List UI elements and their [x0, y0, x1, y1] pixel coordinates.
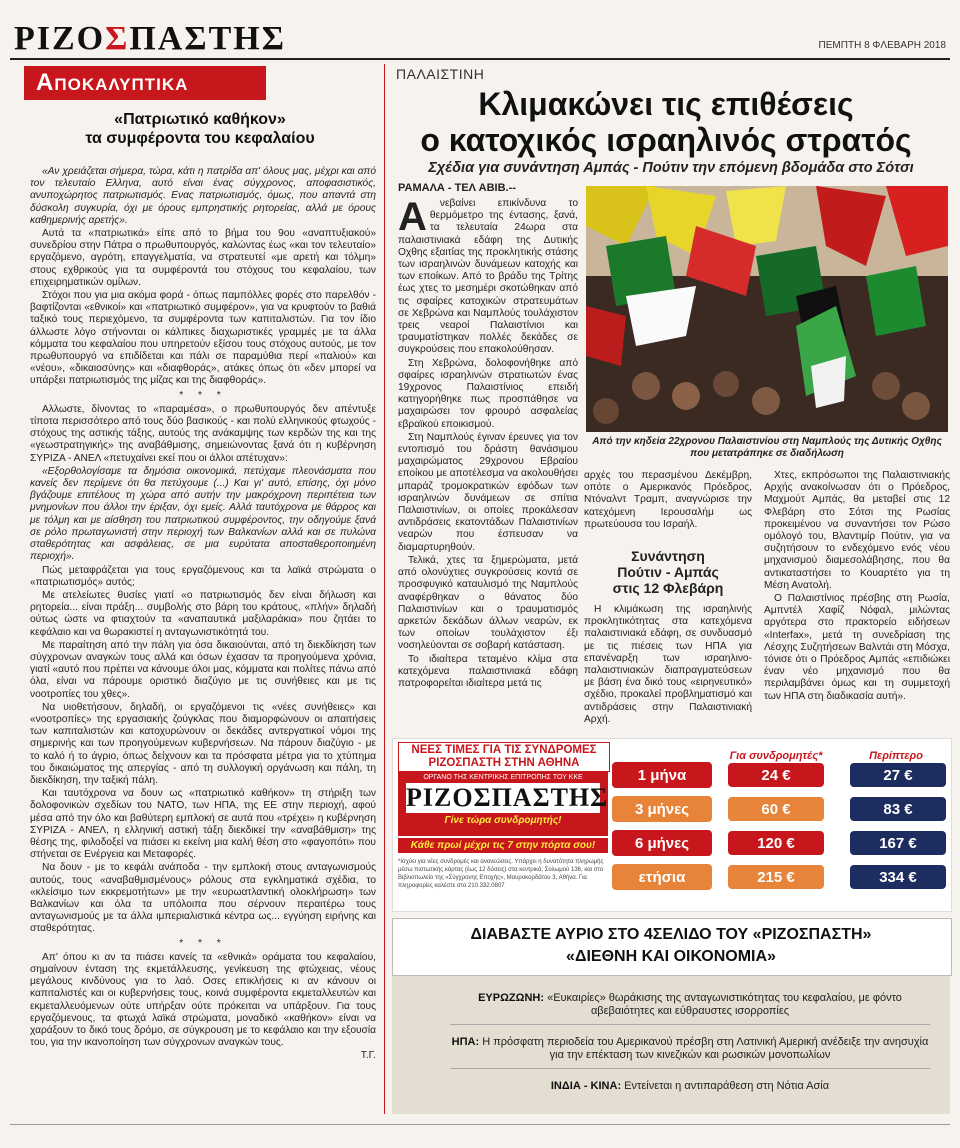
left-headline [30, 110, 370, 148]
paragraph: Το ιδιαίτερα τεταμένο κλίμα στα κατεχόμενα παλαιστινιακά εδάφη πατροφορείται ιδιαίτερα μετά τις [398, 653, 578, 689]
promo-line1: ΔΙΑΒΑΣΤΕ ΑΥΡΙΟ ΣΤΟ 4ΣΕΛΙΔΟ ΤΟΥ «ΡΙΖΟΣΠΑΣΤΗ» [470, 926, 872, 943]
promo-item-text: Εντείνεται η αντιπαράθεση στη Νότια Ασία [624, 1080, 830, 1092]
promo-item [450, 1036, 930, 1062]
paragraph: Με ατελείωτες θυσίες γιατί «ο πατριωτισμός δεν είναι δήλωση και ρητορεία... είναι πράξη... συμβολής στο βάρη του κράτους, «πλήν» δηλαδή ούτως ώστε να φτιαχτούν τα «αναπαυτικά μαξιλαράκια» που ζητάει το κεφάλαιο και να θωρακιστεί η ανταγωνιστικότητά του. [30, 589, 376, 638]
subs-price-1-month: 24 € [728, 763, 824, 787]
footer-rule [10, 1124, 950, 1125]
ad-title-line2: ΡΙΖΟΣΠΑΣΤΗ ΣΤΗΝ ΑΘΗΝΑ [428, 757, 580, 769]
ad-logo [398, 772, 608, 836]
news-photo [586, 186, 948, 432]
interheadline-line3: στις 12 Φλεβάρη [612, 580, 724, 596]
article-column-2b [584, 604, 752, 727]
promo-item [450, 1080, 930, 1093]
ad-title-line1: ΝΕΕΣ ΤΙΜΕΣ ΓΙΑ ΤΙΣ ΣΥΝΔΡΟΜΕΣ [411, 744, 597, 756]
paragraph: «Εξορθολογίσαμε τα δημόσια οικονομικά, πετύχαμε πλεονάσματα που κανείς δεν περίμενε ότι θα πετύχουμε (...) Και γι' αυτό, επίσης, όχι μόνο βγάζουμε επιτέλους τη χώρα από αυτήν την μακρόχρονη περιπέτεια των μνημονίων που άλλοι την έριξαν, όχι εμείς. Αλλά ταυτόχρονα με θάρρος και με τόλμη και με αίσθηση του πατριωτικού συμφέροντος, την οδηγούμε ξανά σε ρόλο πρωταγωνιστή στην περιοχή των Βαλκανίων αλλά και σε πυλώνα σταθερότητας και ασφάλειας, σε μια ευρύτατα αποσταθεροποιημένη περιοχή». [30, 465, 376, 563]
subs-price-annual: 215 € [728, 865, 824, 889]
photo-caption: Από την κηδεία 22χρονου Παλαιστινίου στη Ναμπλούς της Δυτικής Οχθης που μετατράπηκε σε διαδήλωση [592, 436, 942, 459]
ad-slogan: Γίνε τώρα συνδρομητής! [444, 815, 562, 826]
author-signature: Τ.Γ. [360, 1050, 376, 1062]
interheadline-line2: Πούτιν - Αμπάς [617, 564, 719, 580]
promo-divider [450, 1068, 930, 1069]
main-headline-line1: Κλιμακώνει τις επιθέσεις [478, 86, 854, 122]
ad-title [398, 742, 610, 772]
period-3-months: 3 μήνες [612, 796, 712, 822]
price-header-kiosk: Περίπτερο [869, 750, 923, 762]
section-badge: Αποκαλυπτικα [24, 66, 266, 100]
ad-delivery: Κάθε πρωί μέχρι τις 7 στην πόρτα σου! [398, 838, 608, 853]
paragraph: Αλλωστε, δίνοντας το «παραμέσα», ο πρωθυπουργός δεν απέντυξε τίποτα περισσότερο από τους δύο βασικούς - και πολύ ελληνικούς φτωχούς - στόχους της αστικής τάξης, αυτούς της ανάκαμψης των κερδών της και της «γεωστρατηγικής» της αναβάθμισης, σημειώνοντας ξανά ότι η κυβέρνηση ΣΥΡΙΖΑ - ΑΝΕΛ «πετυχαίνει εκεί που οι άλλοι απέτυχαν»: [30, 403, 376, 464]
left-headline-line1: «Πατριωτικό καθήκον» [114, 111, 286, 128]
paragraph: Πώς μεταφράζεται για τους εργαζόμενους και τα λαϊκά στρώματα ο «πατριωτισμός» αυτός; [30, 564, 376, 588]
paragraph: Στόχοι που για μια ακόμα φορά - όπως παμπόλλες φορές στο παρελθόν - βαφτίζονται «εθνικοί» και «πατριωτικό συμφέρον», για να κρυφτούν το βαθιά ταξικό τους περιεχόμενο, τα συμφέροντα των καπιταλιστών. Για τον ίδιο άλλωστε λόγο στήνονται οι κάλπικες διαχωριστικές γραμμές με τα άλλα κόμματα του κεφαλαίου που υπηρετούν εξίσου τους στόχους αυτούς, με τον πρωθυπουργό να επιδίδεται και πάλι σε παραμύθια περί «παλιού» και «νέου», «δικαιοσύνης» και «διαφθοράς», ατάκες όπως ότι «δεν μπορεί να υπάρξει πατριωτισμός της μίζας και της διαφθοράς». [30, 290, 376, 387]
dateline: ΡΑΜΑΛΑ - ΤΕΛ ΑΒΙΒ.-- [398, 182, 516, 194]
period-annual: ετήσια [612, 864, 712, 890]
paragraph: νεβαίνει επικίνδυνα το θερμόμετρο της έντασης, ξανά, τα τελευταία 24ωρα στα παλαιστινιακά εδάφη της Δυτικής Οχθης εξαιτίας της προκλητικής στάσης των ισραηλινών δυνάμεων κατοχής και των εποίκων. Από το βράδυ της Τρίτης έως χτες το μεσημέρι σκοτώθηκαν από τις σφαίρες κατοχικών στρατευμάτων σε Χεβρώνα και Ναμπλούς τουλάχιστον τρεις νεαροί Παλαιστίνιοι και τραυματίστηκαν πολλές δεκάδες σε συγκρούσεις που επακολούθησαν. [398, 198, 578, 356]
ad-logo-text: ΡΙΖΟΣΠΑΣΤΗΣ [406, 783, 609, 812]
ad-fine-print: *Ισχύει για νέες συνδρομές και ανανεώσεις. Υπάρχει η δυνατότητα πληρωμής μέσω πιστωτικής κάρτας (έως 12 δόσεις) στα κεντρικά, Σολωμού 136, και στο Βιβλιοπωλείο της «Σύγχρονης Εποχής», Μαυροκορδάτου 3, Αθήνα. Για πληροφορίες καλέστε στο 210.332.0807 [398, 859, 604, 889]
promo-item [450, 992, 930, 1018]
period-1-month: 1 μήνα [612, 762, 712, 788]
interheadline-line1: Συνάντηση [631, 548, 705, 564]
paragraph: Στη Χεβρώνα, δολοφονήθηκε από σφαίρες ισραηλινών στρατιωτών ένας 19χρονος Παλαιστίνιος επειδή κατηγορήθηκε πως προσπάθησε να μαχαιρώσει τον φρουρό ασφαλείας εβραϊκού εποικισμού. [398, 357, 578, 430]
kiosk-price-3-months: 83 € [850, 797, 946, 821]
article-column-2 [584, 470, 752, 532]
kiosk-price-6-months: 167 € [850, 831, 946, 855]
left-article-body [30, 166, 376, 1064]
kiosk-price-1-month: 27 € [850, 763, 946, 787]
article-column-3 [764, 470, 950, 704]
subs-price-6-months: 120 € [728, 831, 824, 855]
period-6-months: 6 μήνες [612, 830, 712, 856]
paragraph: Να δουν - με το κεφάλι ανάποδα - την εμπλοκή στους ανταγωνισμούς αυτούς, τους «αναβαθμισμένους» ρόλους στα εγκληματικά σχέδια, το «κλείσιμο των εκκρεμοτήτων» με την «ευρωατλαντική ολοκλήρωση» των Βαλκανίων και όλα τα υπόλοιπα που σέρνουν περαιτέρω τους ανταγωνισμούς με τα άλλα ιμπεριαλιστικά κέντρα ως... εγγύηση ειρήνης και σταθερότητας. [30, 862, 376, 935]
paragraph: Και ταυτόχρονα να δουν ως «πατριωτικό καθήκον» τη στήριξη των δολοφονικών σχεδίων του ΝΑΤΟ, των ΗΠΑ, της ΕΕ στην περιοχή, αφού μέσα από την όλο και βαθύτερη εμπλοκή σε αυτά που «τρέχει» η κυβέρνηση ΣΥΡΙΖΑ - ΑΝΕΛ, η ελληνική αστική τάξη διεκδικεί την «αναβάθμιση» της θέσης της, φιλοδοξεί να πιάσει κι εκείνη μια καλή θέση στο «φαγοπότι» που στήνεται σε Ενέργεια και Μεταφορές. [30, 788, 376, 861]
article-column-1 [398, 195, 578, 691]
promo-item-label: ΙΝΔΙΑ - ΚΙΝΑ: [550, 1080, 622, 1092]
interheadline [584, 548, 752, 596]
main-headline-line2: ο κατοχικός ισραηλινός στρατός [420, 122, 912, 158]
subs-price-3-months: 60 € [728, 797, 824, 821]
section-kicker: ΠΑΛΑΙΣΤΙΝΗ [396, 66, 485, 82]
price-header-subscribers: Για συνδρομητές* [729, 750, 823, 762]
masthead-star-letter: Σ [105, 20, 130, 57]
paragraph: Να υιοθετήσουν, δηλαδή, οι εργαζόμενοι τις «νέες συνήθειες» και «νοοτροπίες» της εργασιακής ζούγκλας που διαμορφώνουν οι απαιτήσεις των καπιταλιστών και κατοχυρώνουν οι δεκάδες αντεργατικοί νόμοι της σημερινής και των προηγούμενων κυβερνήσεων. Να πάρουν διαζύγιο - με το καλό ή το άγριο, όπως δείχνουν και τα πρόσφατα μέτρα για το χτύπημα του δικαιώματος της απεργίας - από τη συλλογική οργάνωση και πάλη, τη διεκδίκηση, την ταξική πάλη. [30, 701, 376, 786]
promo-divider [450, 1024, 930, 1025]
promo-line2: «ΔΙΕΘΝΗ ΚΑΙ ΟΙΚΟΝΟΜΙΑ» [566, 948, 776, 965]
paragraph: Χτες, εκπρόσωποι της Παλαιστινιακής Αρχής ανακοίνωσαν ότι ο Πρόεδρος, Μαχμούτ Αμπάς, θα μεταβεί στις 12 Φλεβάρη στο Σότσι της Ρωσίας προκειμένου να συναντήσει τον Ρώσο ομόλογό του, Βλαντιμίρ Πούτιν, για να συζητήσουν το ενδεχόμενο ενός νέου μηχανισμού διαμεσολάβησης, που θα αντικαταστήσει το Κουαρτέτο για τη Μέση Ανατολή. [764, 470, 950, 591]
paragraph: Τελικά, χτες τα ξημερώματα, μετά από ολονύχτιες συγκρούσεις κοντά σε προσφυγικό καταυλισμό της Ναμπλούς αναφέρθηκαν ο θάνατος δύο Παλαιστινίων και ο τραυματισμός αρκετών δεκάδων άλλων νεαρών, εκ των οποίων τουλάχιστον έξι νοσηλεύονται σε σοβαρή κατάσταση. [398, 554, 578, 652]
paragraph: Η κλιμάκωση της ισραηλινής προκλητικότητας στα κατεχόμενα παλαιστινιακά εδάφη, σε συνδυασμό με τις πιέσεις των ΗΠΑ για επανέναρξη των ισραηλινο-παλαιστινιακών διαπραγματεύσεων με βάση ένα δικό τους «ειρηνευτικό» σχέδιο, προκαλεί προβληματισμό και αντιδράσεις στην Παλαιστινιακή Αρχή. [584, 604, 752, 725]
paragraph: Αυτά τα «πατριωτικά» είπε από το βήμα του 9ου «αναπτυξιακού» συνεδρίου στην Πάτρα ο πρωθυπουργός, καλώντας έως «και τον τελευταίο» εργαζόμενο, αγρότη, επαγγελματία, να στρατευτεί «με αρετή και τόλμη» στους εχθρικούς για τα συμφέροντά του στόχους του κεφαλαίου, των επιχειρηματικών ομίλων. [30, 228, 376, 288]
paragraph: Ο Παλαιστίνιος πρέσβης στη Ρωσία, Αμπντέλ Χαφίζ Νόφαλ, μιλώντας αργότερα στο πρακτορείο ειδήσεων «Interfax», μετά τη συνεδρίαση της Λέσχης Συζητήσεων Βαλντάι στη Μόσχα, τόνισε ότι ο Πρόεδρος Αμπάς «επιδιώκει έναν νέο μηχανισμό που θα περιλαμβάνει όμως και τη συμμετοχή των ΗΠΑ στη διαδικασία αυτή». [764, 593, 950, 702]
drop-cap: Α [398, 195, 427, 239]
paragraph: Στη Ναμπλούς έγιναν έρευνες για τον εντοπισμό του δράστη θανάσιμου μαχαιρώματος 29χρονου Εβραίου εποίκου με αποτέλεσμα να ακολουθήσει μπαράζ τρομοκρατικών εφόδων των ισραηλινών δυνάμεων σε σπίτια Παλαιστινίων, οι οποίες προκάλεσαν αντιδράσεις εκατοντάδων Παλαιστινίων νεαρών που έσπευσαν να διαμαρτυρηθούν. [398, 431, 578, 553]
masthead-logo: ΡΙΖΟΣΠΑΣΤΗΣ [14, 20, 286, 57]
section-stars: * * * [179, 937, 227, 949]
promo-item-text: «Ευκαιρίες» θωράκισης της ανταγωνιστικότητας του κεφαλαίου, με φόντο αβεβαιότητες και εύθραυστες ισορροπίες [547, 992, 902, 1017]
ad-logo-caption: ΟΡΓΑΝΟ ΤΗΣ ΚΕΝΤΡΙΚΗΣ ΕΠΙΤΡΟΠΗΣ ΤΟΥ ΚΚΕ [423, 774, 583, 781]
masthead-rule [10, 58, 950, 60]
kiosk-price-annual: 334 € [850, 865, 946, 889]
paragraph: «Αν χρειάζεται σήμερα, τώρα, κάτι η πατρίδα απ' όλους μας, μέχρι και από τον τελευταίο Ελληνα, αυτό είναι ένας σύγχρονος, αποφασιστικός, ανυποχώρητος πατριωτισμός. Ενας πατριωτισμός, όμως, που απαντά στη δύσκολη συγκυρία, όχι με όρους εμπρηστικής ρητορείας, αλλά με όρους καθημερινής αρετής». [30, 166, 376, 226]
paragraph: Απ' όπου κι αν τα πιάσει κανείς τα «εθνικά» οράματα του κεφαλαίου, σημαίνουν ένταση της εκμετάλλευσης, γενίκευση της φτώχειας, νέους μεγάλους κινδύνους για το λαό. Οσες επικλήσεις κι αν κάνουν οι καπιταλιστές και οι κυβερνήσεις τους, κοινά συμφέροντα εκμεταλλευτών και εκμεταλλευόμενων ούτε υπήρξαν ούτε πρόκειται να υπάρξουν. Για τους εργαζόμενους, τα φτωχά λαϊκά στρώματα, μοναδικό «καθήκον» είναι να χαράξουν το δικό τους δρόμο, σε σύγκρουση με το κεφάλαιο και την εξουσία του, για την ικανοποίηση των σύγχρονων αναγκών τους. [30, 951, 376, 1049]
promo-item-text: Η πρόσφατη περιοδεία του Αμερικανού πρέσβη στη Λατινική Αμερική ανέδειξε την ανησυχία για την επέκταση των κινεζικών και ρωσικών μονοπωλίων [482, 1036, 929, 1061]
promo-banner-text [392, 924, 950, 968]
promo-item-label: ΗΠΑ: [451, 1036, 480, 1048]
left-headline-line2: τα συμφέροντα του κεφαλαίου [85, 130, 315, 147]
subheadline: Σχέδια για συνάντηση Αμπάς - Πούτιν την επόμενη βδομάδα στο Σότσι [428, 160, 914, 176]
column-divider [384, 64, 385, 1114]
issue-date: ΠΕΜΠΤΗ 8 ΦΛΕΒΑΡΗ 2018 [818, 40, 946, 51]
paragraph: αρχές του περασμένου Δεκέμβρη, οπότε ο Αμερικανός Πρόεδρος, Ντόναλντ Τραμπ, αναγνώρισε την κατεχόμενη Ιερουσαλήμ ως πρωτεύουσα του Ισραήλ. [584, 470, 752, 530]
paragraph: Με παραίτηση από την πάλη για όσα δικαιούνται, από τη διεκδίκηση των σύγχρονων αναγκών τους αλλά και όσων έχασαν τα προηγούμενα χρόνια, γιατί «αυτό που πρέπει να κάνουμε όλοι μας, κόμματα και πολίτες πάνω από όλα, είναι να πάρουμε οριστικό διαζύγιο με τις συνήθειες και με τις νοοτροπίες του χθες». [30, 639, 376, 700]
section-stars: * * * [179, 389, 227, 401]
main-headline [396, 86, 936, 158]
funeral-crowd-photo [586, 186, 948, 432]
promo-item-label: ΕΥΡΩΖΩΝΗ: [478, 992, 545, 1004]
